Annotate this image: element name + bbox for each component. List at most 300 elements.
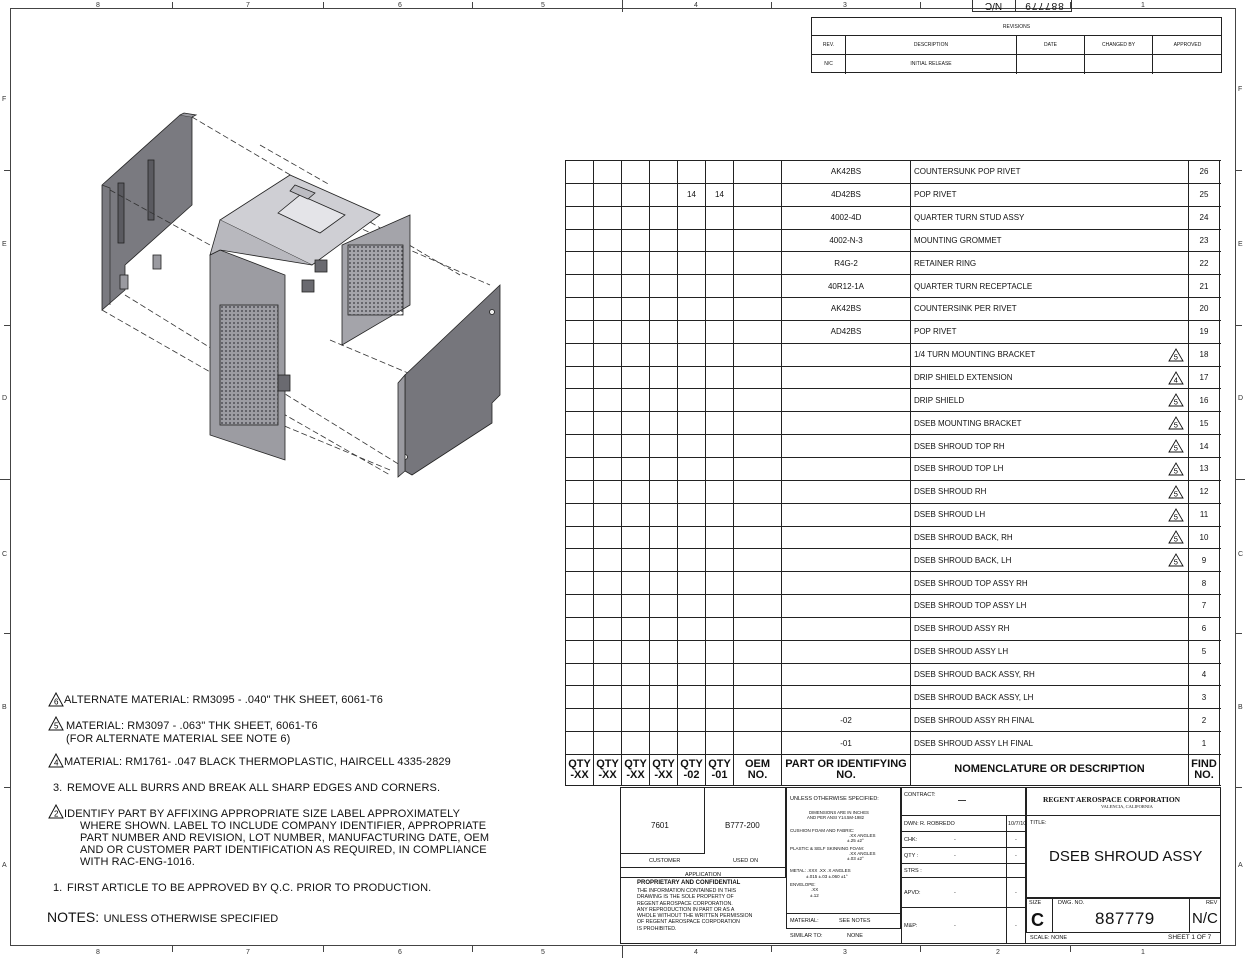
bom-empty-cell — [622, 252, 650, 274]
next-assy: 7601 — [651, 821, 669, 830]
bom-empty-cell — [566, 504, 594, 526]
note-flag-icon — [1168, 371, 1184, 385]
bom-description: MOUNTING GROMMET — [914, 235, 1002, 245]
bom-header-qty-01: QTY -01 — [706, 755, 734, 785]
bom-q02-cell — [678, 686, 706, 708]
rev-cell — [1085, 55, 1153, 74]
bom-q02-cell — [678, 709, 706, 731]
bom-description: DRIP SHIELD EXTENSION — [914, 373, 1013, 383]
bom-find-cell: 5 — [1189, 641, 1220, 663]
bom-row — [566, 618, 1221, 641]
bom-empty-cell — [566, 549, 594, 571]
bom-empty-cell — [622, 207, 650, 229]
signature-date: 10/7/10 — [1008, 821, 1027, 827]
bom-part-cell — [782, 664, 911, 686]
size-label: SIZE — [1029, 900, 1042, 906]
bom-description: DSEB SHROUD BACK ASSY, LH — [914, 692, 1034, 702]
bom-part-cell — [782, 435, 911, 457]
bom-part-cell — [782, 618, 911, 640]
bom-empty-cell — [650, 412, 678, 434]
zone-row-label: B — [1238, 704, 1243, 711]
similar-value: NONE — [847, 933, 863, 939]
svg-text:5: 5 — [1173, 466, 1178, 476]
bom-description: DSEB SHROUD RH — [914, 487, 987, 497]
zone-row-label: D — [2, 395, 8, 402]
rev-col-header: DESCRIPTION — [846, 36, 1017, 55]
svg-text:5: 5 — [54, 721, 59, 731]
notes-header-subtitle: UNLESS OTHERWISE SPECIFIED — [103, 913, 279, 925]
bom-find-cell: 21 — [1189, 275, 1220, 297]
envelope-tol-2: ±.12 — [810, 893, 819, 898]
bom-description: DSEB SHROUD BACK, LH — [914, 555, 1012, 565]
bom-header-part: PART OR IDENTIFYING NO. — [782, 755, 911, 785]
signature-date: - — [1015, 853, 1017, 859]
bom-description: DSEB SHROUD TOP LH — [914, 464, 1004, 474]
revisions-row — [812, 55, 1221, 74]
note-5-cont: (FOR ALTERNATE MATERIAL SEE NOTE 6) — [66, 733, 291, 745]
bom-empty-cell — [622, 412, 650, 434]
bom-q01-cell — [706, 230, 734, 252]
bom-description: DRIP SHIELD — [914, 395, 965, 405]
bom-description: DSEB SHROUD BACK ASSY, RH — [914, 669, 1035, 679]
svg-text:5: 5 — [1173, 512, 1178, 522]
bom-empty-cell — [650, 686, 678, 708]
bom-empty-cell — [622, 481, 650, 503]
note-flag-icon — [1168, 508, 1184, 522]
plastic-tol-1: .XX ANGLES — [849, 851, 876, 856]
bom-empty-cell — [622, 321, 650, 343]
bom-empty-cell — [594, 732, 622, 754]
bom-empty-cell — [622, 367, 650, 389]
bom-empty-cell — [566, 207, 594, 229]
revisions-header-row — [812, 36, 1221, 55]
metal-tol: ±.015 ±.03 ±.060 ±1° — [806, 874, 848, 879]
title-block — [620, 787, 1221, 944]
bom-desc-cell — [911, 549, 1189, 571]
cushion-tol-2: ±.25 ±2° — [847, 838, 864, 843]
rev-label: REV — [1206, 900, 1218, 906]
bom-empty-cell — [650, 298, 678, 320]
bom-empty-cell — [622, 732, 650, 754]
bom-find-cell: 14 — [1189, 435, 1220, 457]
bom-header-qty-xx-4: QTY -XX — [650, 755, 678, 785]
bom-q02-cell — [678, 481, 706, 503]
svg-text:6: 6 — [54, 697, 59, 707]
bom-part-cell — [782, 344, 911, 366]
proprietary-line: DRAWING IS THE SOLE PROPERTY OF — [637, 894, 734, 901]
signature-label: QTY : — [904, 853, 919, 859]
bom-q01-cell: 14 — [706, 184, 734, 206]
rev-cell: INITIAL RELEASE — [846, 55, 1017, 74]
bom-find-cell: 10 — [1189, 527, 1220, 549]
top-dwg-code: N/C — [984, 0, 1003, 12]
bom-empty-cell — [594, 252, 622, 274]
customer-label: CUSTOMER — [649, 858, 681, 864]
envelope-tol-1: .XX — [811, 887, 819, 892]
bom-empty-cell — [566, 321, 594, 343]
bom-empty-cell — [566, 481, 594, 503]
bom-empty-cell — [594, 321, 622, 343]
bom-empty-cell — [594, 709, 622, 731]
bom-part-cell — [782, 389, 911, 411]
bom-empty-cell — [622, 389, 650, 411]
note-flag-icon — [1168, 439, 1184, 453]
bom-q02-cell — [678, 732, 706, 754]
bom-desc-cell — [911, 709, 1189, 731]
bom-q01-cell — [706, 732, 734, 754]
bom-empty-cell — [594, 458, 622, 480]
zone-col-label: 1 — [1141, 2, 1145, 9]
bom-q01-cell — [706, 481, 734, 503]
signature-date: - — [1015, 923, 1017, 929]
bom-description: COUNTERSINK PER RIVET — [914, 304, 1017, 314]
rev-col-header: APPROVED — [1173, 42, 1202, 48]
bom-empty-cell — [566, 572, 594, 594]
bom-q02-cell — [678, 207, 706, 229]
bom-description: DSEB SHROUD ASSY RH FINAL — [914, 715, 1035, 725]
bom-empty-cell — [650, 618, 678, 640]
bom-q01-cell — [706, 275, 734, 297]
bom-desc-cell — [911, 504, 1189, 526]
bom-row — [566, 275, 1221, 298]
bom-header-find: FIND NO. — [1189, 755, 1220, 785]
bom-description: RETAINER RING — [914, 258, 977, 268]
bom-empty-cell — [734, 344, 782, 366]
bom-q02-cell — [678, 298, 706, 320]
bom-empty-cell — [594, 481, 622, 503]
bom-find-cell: 26 — [1189, 161, 1220, 183]
bom-q01-cell — [706, 664, 734, 686]
bom-empty-cell — [594, 207, 622, 229]
bom-desc-cell — [911, 527, 1189, 549]
isometric-assembly-drawing — [80, 105, 540, 485]
bom-empty-cell — [650, 230, 678, 252]
signature-value: - — [954, 890, 956, 896]
zone-col-label: 5 — [541, 2, 545, 9]
bom-q02-cell — [678, 504, 706, 526]
svg-text:5: 5 — [1173, 534, 1178, 544]
bom-q02-cell — [678, 344, 706, 366]
bom-empty-cell — [734, 504, 782, 526]
zone-col-label: 2 — [996, 949, 1000, 956]
bom-q02-cell — [678, 641, 706, 663]
bom-find-cell: 9 — [1189, 549, 1220, 571]
bom-desc-cell — [911, 732, 1189, 754]
bom-row — [566, 344, 1221, 367]
bom-desc-cell — [911, 572, 1189, 594]
bom-q01-cell — [706, 161, 734, 183]
bom-desc-cell — [911, 230, 1189, 252]
bom-q01-cell — [706, 709, 734, 731]
bom-empty-cell — [622, 549, 650, 571]
note-flag-6-icon — [48, 692, 64, 707]
bom-part-cell — [782, 504, 911, 526]
note-flag-icon — [1168, 485, 1184, 499]
bom-find-cell: 4 — [1189, 664, 1220, 686]
rev-col-header: DATE — [1017, 36, 1085, 55]
cushion-tol-1: .XX ANGLES — [849, 833, 876, 838]
bom-empty-cell — [734, 184, 782, 206]
bom-desc-cell — [911, 298, 1189, 320]
bom-empty-cell — [650, 549, 678, 571]
bom-part-cell — [782, 481, 911, 503]
bom-header-qty-xx-1: QTY -XX — [566, 755, 594, 785]
bom-empty-cell — [734, 321, 782, 343]
bom-empty-cell — [594, 344, 622, 366]
bom-empty-cell — [622, 435, 650, 457]
bom-header-nomenclature: NOMENCLATURE OR DESCRIPTION — [911, 755, 1189, 785]
bom-empty-cell — [594, 618, 622, 640]
bom-empty-cell — [734, 664, 782, 686]
bom-q02-cell — [678, 367, 706, 389]
bom-q02-cell — [678, 389, 706, 411]
bom-header-qty-xx-3: QTY -XX — [622, 755, 650, 785]
svg-text:5: 5 — [1173, 443, 1178, 453]
bom-q01-cell — [706, 367, 734, 389]
bom-empty-cell — [734, 275, 782, 297]
top-dwg-number — [972, 0, 1072, 12]
application-label: APPLICATION — [685, 872, 721, 878]
note-2-line-3: PART NUMBER AND REVISION, LOT NUMBER, MANUFACTURING DATE, OEM — [80, 832, 490, 844]
bom-q02-cell — [678, 275, 706, 297]
envelope-label: ENVELOPE: — [790, 882, 816, 887]
bom-desc-cell — [911, 458, 1189, 480]
bom-find-cell: 15 — [1189, 412, 1220, 434]
bom-find-cell: 13 — [1189, 458, 1220, 480]
bom-empty-cell — [566, 367, 594, 389]
signature-label: APVD: — [904, 890, 921, 896]
bom-empty-cell — [594, 595, 622, 617]
zone-row-label: F — [1238, 86, 1243, 93]
bom-empty-cell — [566, 389, 594, 411]
note-6: ALTERNATE MATERIAL: RM3095 - .040" THK SHEET, 6061-T6 — [64, 694, 383, 706]
bom-part-cell — [782, 549, 911, 571]
note-2-line-2: WHERE SHOWN. LABEL TO INCLUDE COMPANY IDENTIFIER, APPROPRIATE — [80, 820, 487, 832]
zone-row-label: A — [1238, 862, 1243, 869]
bom-description: DSEB SHROUD BACK, RH — [914, 532, 1013, 542]
title-label: TITLE: — [1030, 820, 1047, 826]
bom-empty-cell — [650, 595, 678, 617]
bom-empty-cell — [650, 161, 678, 183]
bom-find-cell: 1 — [1189, 732, 1220, 754]
note-2-line-5: WITH RAC-ENG-1016. — [80, 856, 195, 868]
bom-row — [566, 161, 1221, 184]
dims-line-1: DIMENSIONS ARE IN INCHES — [809, 810, 869, 815]
bom-empty-cell — [566, 298, 594, 320]
signature-label: CHK: — [904, 837, 918, 843]
bom-part-cell: 4002-N-3 — [782, 230, 911, 252]
bom-empty-cell — [650, 435, 678, 457]
revisions-title: REVISIONS — [812, 18, 1221, 36]
bom-empty-cell — [594, 504, 622, 526]
note-flag-icon — [1168, 348, 1184, 362]
bom-empty-cell — [566, 732, 594, 754]
bom-description: 1/4 TURN MOUNTING BRACKET — [914, 350, 1036, 360]
material-label: MATERIAL: — [790, 918, 819, 924]
bom-row — [566, 298, 1221, 321]
bom-row — [566, 184, 1221, 207]
bom-desc-cell — [911, 686, 1189, 708]
zone-col-label: 4 — [694, 949, 698, 956]
proprietary-line: REGENT AEROSPACE CORPORATION. — [637, 900, 733, 907]
bom-empty-cell — [650, 344, 678, 366]
bom-row — [566, 709, 1221, 732]
scale: SCALE: NONE — [1030, 935, 1067, 941]
bom-empty-cell — [594, 367, 622, 389]
bom-q01-cell — [706, 458, 734, 480]
similar-label: SIMILAR TO: — [790, 933, 823, 939]
bom-row — [566, 481, 1221, 504]
note-flag-2-icon — [48, 804, 64, 819]
bom-desc-cell — [911, 412, 1189, 434]
bom-q01-cell — [706, 618, 734, 640]
bom-empty-cell — [594, 412, 622, 434]
size-value: C — [1031, 910, 1044, 930]
bom-empty-cell — [594, 641, 622, 663]
bom-desc-cell — [911, 184, 1189, 206]
bom-desc-cell — [911, 321, 1189, 343]
svg-text:5: 5 — [1173, 420, 1178, 430]
bom-desc-cell — [911, 367, 1189, 389]
bom-empty-cell — [734, 207, 782, 229]
rev-value: N/C — [1192, 910, 1218, 927]
bom-empty-cell — [650, 572, 678, 594]
svg-text:5: 5 — [1173, 397, 1178, 407]
bom-empty-cell — [650, 389, 678, 411]
bom-description: DSEB SHROUD TOP ASSY LH — [914, 601, 1027, 611]
bom-q01-cell — [706, 527, 734, 549]
proprietary-text — [637, 888, 752, 932]
svg-text:2: 2 — [54, 809, 59, 819]
bom-empty-cell — [566, 458, 594, 480]
zone-row-label: C — [1238, 551, 1244, 558]
bom-description: QUARTER TURN RECEPTACLE — [914, 281, 1033, 291]
bom-desc-cell — [911, 435, 1189, 457]
rev-cell — [1017, 55, 1085, 74]
bom-part-cell — [782, 527, 911, 549]
bom-desc-cell — [911, 641, 1189, 663]
bom-empty-cell — [594, 664, 622, 686]
contract-label: CONTRACT: — [904, 792, 936, 798]
bom-desc-cell — [911, 252, 1189, 274]
note-flag-icon — [1168, 553, 1184, 567]
bom-q02-cell: 14 — [678, 184, 706, 206]
bom-empty-cell — [650, 275, 678, 297]
bom-empty-cell — [650, 252, 678, 274]
bom-empty-cell — [734, 481, 782, 503]
bom-empty-cell — [734, 595, 782, 617]
bom-q02-cell — [678, 161, 706, 183]
bom-part-cell: 4002-4D — [782, 207, 911, 229]
notes-header — [47, 909, 278, 927]
rev-cell: N/C — [812, 55, 846, 74]
signature-value: R. ROBREDO — [920, 821, 955, 827]
material-value: SEE NOTES — [839, 918, 871, 924]
bom-part-cell — [782, 458, 911, 480]
proprietary-line: OF REGENT AEROSPACE CORPORATION — [637, 919, 740, 926]
bom-find-cell: 20 — [1189, 298, 1220, 320]
bom-q01-cell — [706, 549, 734, 571]
bom-empty-cell — [734, 458, 782, 480]
bom-q01-cell — [706, 686, 734, 708]
cushion-label: CUSHION FOAM AND FABRIC: — [790, 828, 855, 833]
proprietary-line: IS PROHIBITED. — [637, 925, 677, 932]
bom-empty-cell — [622, 686, 650, 708]
bom-empty-cell — [622, 664, 650, 686]
bom-q02-cell — [678, 595, 706, 617]
bom-part-cell: AD42BS — [782, 321, 911, 343]
note-3: REMOVE ALL BURRS AND BREAK ALL SHARP EDGES AND CORNERS. — [67, 782, 441, 794]
bom-empty-cell — [594, 686, 622, 708]
zone-col-label: 1 — [1141, 949, 1145, 956]
zone-col-label: 6 — [398, 2, 402, 9]
bom-empty-cell — [622, 572, 650, 594]
bom-desc-cell — [911, 207, 1189, 229]
bom-header-qty-02: QTY -02 — [678, 755, 706, 785]
dims-line-2: AND PER ANSI Y14.5M-1982 — [807, 815, 865, 820]
bom-row — [566, 641, 1221, 664]
bom-part-cell: 4D42BS — [782, 184, 911, 206]
bom-empty-cell — [566, 344, 594, 366]
bom-empty-cell — [566, 709, 594, 731]
zone-col-label: 3 — [843, 949, 847, 956]
bom-row — [566, 230, 1221, 253]
bom-empty-cell — [566, 230, 594, 252]
bom-find-cell: 24 — [1189, 207, 1220, 229]
bom-description: DSEB SHROUD ASSY LH FINAL — [914, 738, 1033, 748]
bom-empty-cell — [650, 481, 678, 503]
dwg-no: 887779 — [1095, 909, 1155, 928]
dwg-no-label: DWG. NO. — [1058, 900, 1085, 906]
bom-empty-cell — [734, 161, 782, 183]
bom-empty-cell — [650, 458, 678, 480]
bom-empty-cell — [650, 732, 678, 754]
bom-description: DSEB SHROUD TOP RH — [914, 441, 1005, 451]
bom-empty-cell — [594, 230, 622, 252]
used-on: B777-200 — [725, 821, 760, 830]
bom-part-cell — [782, 641, 911, 663]
bom-empty-cell — [594, 275, 622, 297]
bom-q01-cell — [706, 298, 734, 320]
note-5: MATERIAL: RM3097 - .063" THK SHEET, 6061-T6 — [66, 720, 318, 732]
bom-empty-cell — [622, 184, 650, 206]
rev-col-header: CHANGED BY — [1085, 36, 1153, 55]
bom-empty-cell — [594, 549, 622, 571]
metal-label: METAL: .XXX .XX .X ANGLES — [790, 868, 851, 873]
bom-q01-cell — [706, 207, 734, 229]
bom-empty-cell — [734, 435, 782, 457]
bom-empty-cell — [734, 298, 782, 320]
bom-row — [566, 549, 1221, 572]
bom-row — [566, 252, 1221, 275]
bom-part-cell — [782, 686, 911, 708]
proprietary-line: THE INFORMATION CONTAINED IN THIS — [637, 888, 737, 894]
bom-desc-cell — [911, 618, 1189, 640]
bom-empty-cell — [650, 367, 678, 389]
bom-empty-cell — [734, 527, 782, 549]
svg-text:5: 5 — [1173, 489, 1178, 499]
signature-value: - — [954, 837, 956, 843]
note-2: IDENTIFY PART BY AFFIXING APPROPRIATE SIZE LABEL APPROXIMATELY — [64, 808, 461, 820]
bom-find-cell: 2 — [1189, 709, 1220, 731]
bom-find-cell: 25 — [1189, 184, 1220, 206]
bom-empty-cell — [650, 207, 678, 229]
bom-row — [566, 412, 1221, 435]
bom-row — [566, 732, 1221, 755]
bom-empty-cell — [622, 595, 650, 617]
bom-empty-cell — [566, 435, 594, 457]
bom-empty-cell — [734, 641, 782, 663]
